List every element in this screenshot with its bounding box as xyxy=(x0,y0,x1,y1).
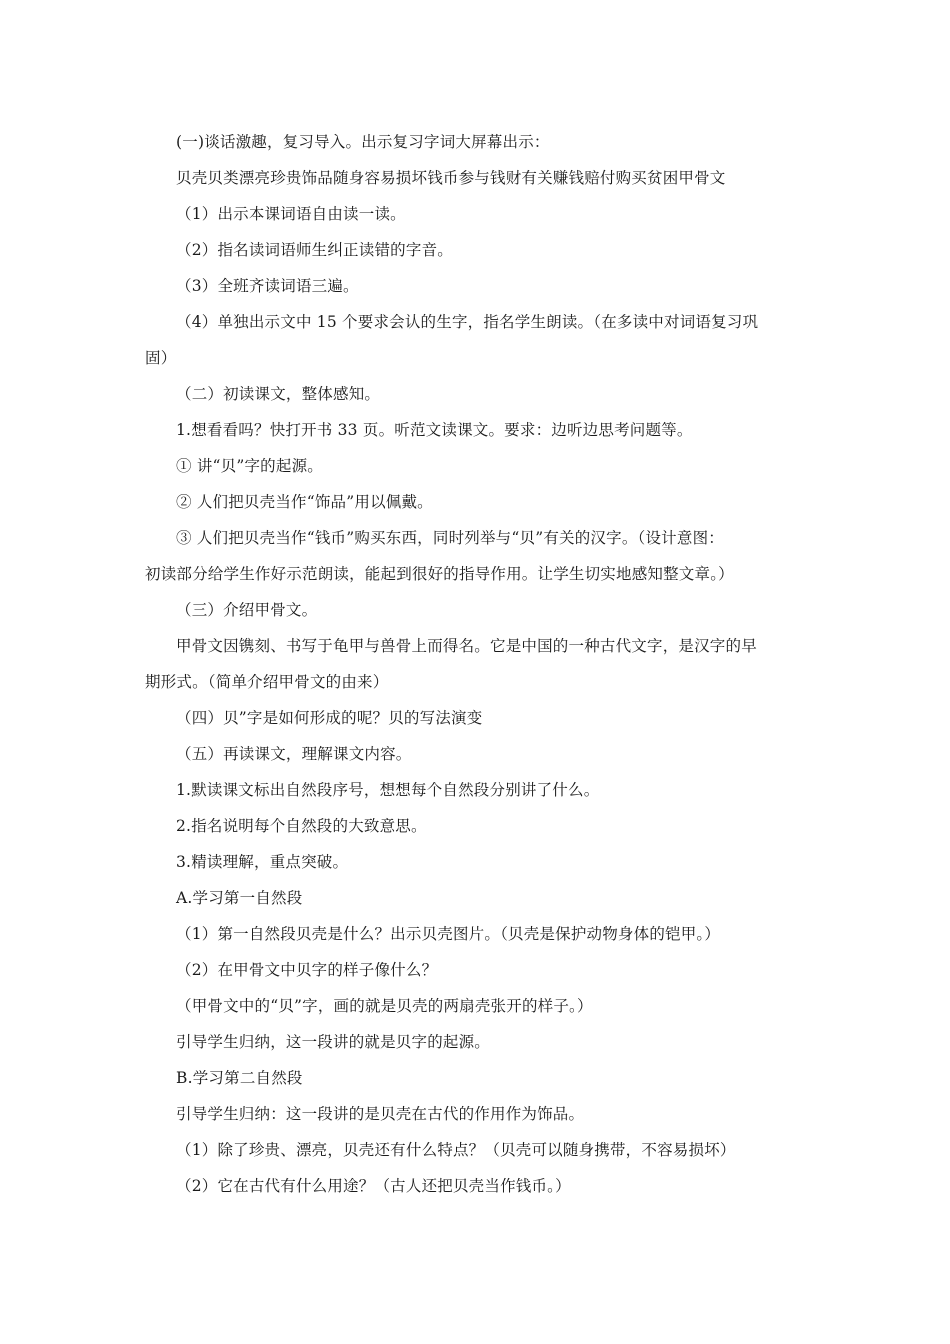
subsection-heading: A.学习第一自然段 xyxy=(176,889,303,907)
section-heading: （二）初读课文，整体感知。 xyxy=(176,385,381,403)
section-heading: （三）介绍甲骨文。 xyxy=(176,601,318,619)
paragraph-line: （1）第一自然段贝壳是什么？出示贝壳图片。（贝壳是保护动物身体的铠甲。） xyxy=(176,925,721,943)
list-item: ① 讲“贝”字的起源。 xyxy=(176,457,323,475)
paragraph-line: 1.默读课文标出自然段序号，想想每个自然段分别讲了什么。 xyxy=(176,781,600,799)
paragraph-line-continuation: 初读部分给学生作好示范朗读，能起到很好的指导作用。让学生切实地感知整文章。） xyxy=(145,565,734,583)
paragraph-line: (一)谈话激趣，复习导入。出示复习字词大屏幕出示： xyxy=(176,133,550,151)
list-item: ② 人们把贝壳当作“饰品”用以佩戴。 xyxy=(176,493,433,511)
section-heading: （四）贝”字是如何形成的呢？贝的写法演变 xyxy=(176,709,483,727)
paragraph-line: （2）它在古代有什么用途？（古人还把贝壳当作钱币。） xyxy=(176,1177,571,1195)
paragraph-line: 甲骨文因镌刻、书写于龟甲与兽骨上而得名。它是中国的一种古代文字，是汉字的早 xyxy=(176,637,757,655)
paragraph-line: （1）出示本课词语自由读一读。 xyxy=(176,205,406,223)
list-item: ③ 人们把贝壳当作“钱币”购买东西，同时列举与“贝”有关的汉字。（设计意图： xyxy=(176,529,724,547)
paragraph-line: 引导学生归纳：这一段讲的是贝壳在古代的作用作为饰品。 xyxy=(176,1105,585,1123)
paragraph-line: 2.指名说明每个自然段的大致意思。 xyxy=(176,817,427,835)
paragraph-line: 贝壳贝类漂亮珍贵饰品随身容易损坏钱币参与钱财有关赚钱赔付购买贫困甲骨文 xyxy=(176,169,726,187)
paragraph-line: （甲骨文中的“贝”字，画的就是贝壳的两扇壳张开的样子。） xyxy=(176,997,593,1015)
paragraph-line: 1.想看看吗？快打开书 33 页。听范文读课文。要求：边听边思考问题等。 xyxy=(176,421,693,439)
paragraph-line: （2）指名读词语师生纠正读错的字音。 xyxy=(176,241,453,259)
paragraph-line-continuation: 期形式。（简单介绍甲骨文的由来） xyxy=(145,673,389,691)
section-heading: （五）再读课文，理解课文内容。 xyxy=(176,745,412,763)
paragraph-line-continuation: 固） xyxy=(145,349,177,367)
paragraph-line: （2）在甲骨文中贝字的样子像什么？ xyxy=(176,961,438,979)
paragraph-line: （1）除了珍贵、漂亮，贝壳还有什么特点？（贝壳可以随身携带，不容易损坏） xyxy=(176,1141,736,1159)
paragraph-line: （3）全班齐读词语三遍。 xyxy=(176,277,359,295)
paragraph-line: 3.精读理解，重点突破。 xyxy=(176,853,349,871)
subsection-heading: B.学习第二自然段 xyxy=(176,1069,303,1087)
paragraph-line: （4）单独出示文中 15 个要求会认的生字，指名学生朗读。（在多读中对词语复习巩 xyxy=(176,313,759,331)
paragraph-line: 引导学生归纳，这一段讲的就是贝字的起源。 xyxy=(176,1033,491,1051)
document-body xyxy=(145,124,810,1204)
